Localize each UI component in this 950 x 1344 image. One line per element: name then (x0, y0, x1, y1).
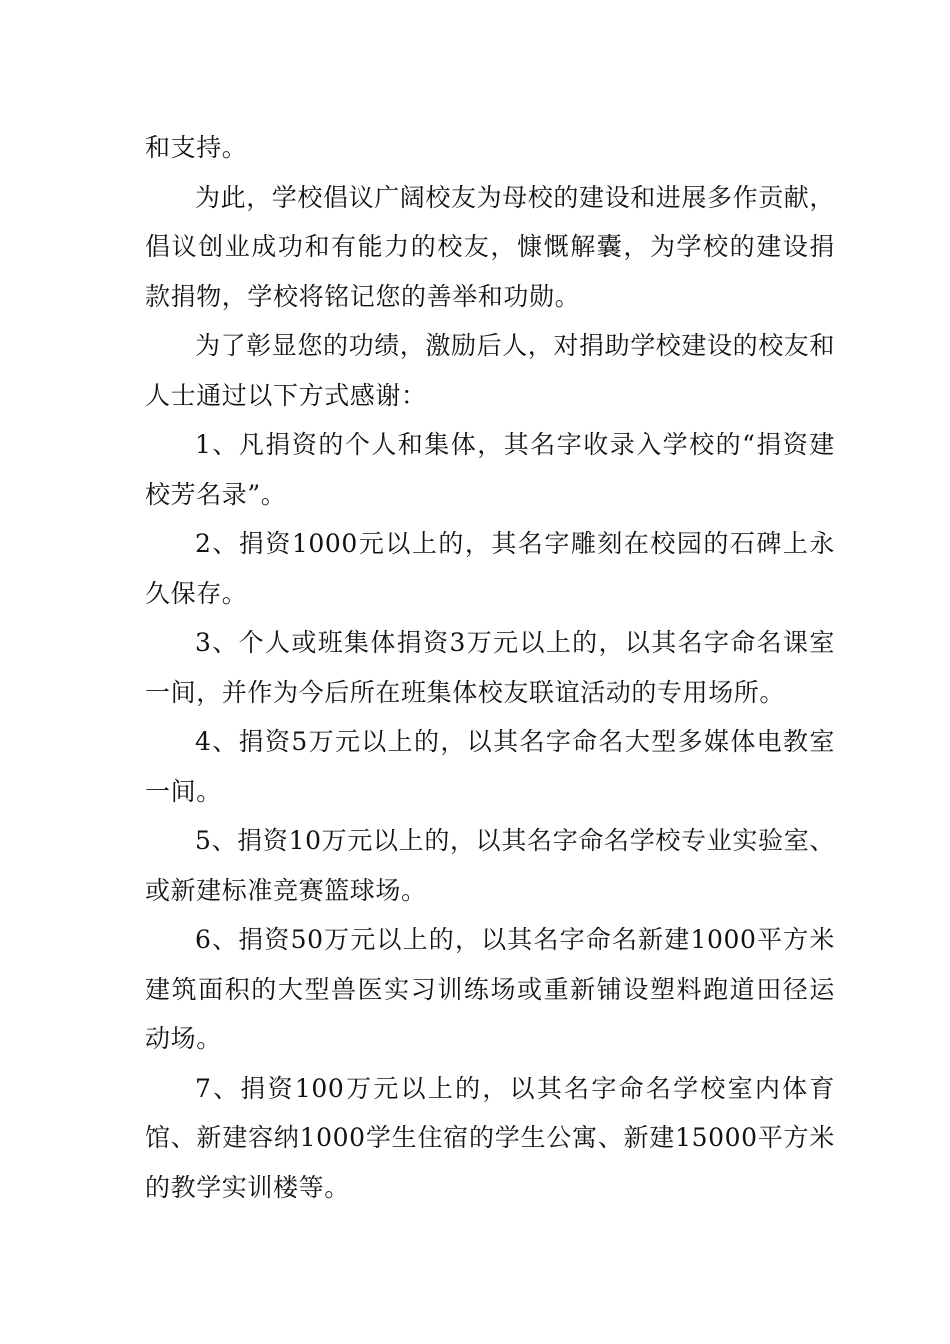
paragraph-continuation: 和支持。 (145, 133, 248, 162)
list-item-4: 4、捐资5万元以上的，以其名字命名大型多媒体电教室一间。 (145, 727, 835, 806)
list-item-7: 7、捐资100万元以上的，以其名字命名学校室内体育馆、新建容纳1000学生住宿的学生公寓、新建15000平方米的教学实训楼等。 (145, 1073, 835, 1202)
paragraph-recognition-intro: 为了彰显您的功绩，激励后人，对捐助学校建设的校友和人士通过以下方式感谢： (145, 331, 836, 410)
document-body (145, 123, 835, 1212)
list-item-3: 3、个人或班集体捐资3万元以上的，以其名字命名课室一间，并作为今后所在班集体校友联谊活动的专用场所。 (145, 628, 835, 707)
paragraph-call-for-support: 为此，学校倡议广阔校友为母校的建设和进展多作贡献，倡议创业成功和有能力的校友，慷慨解囊，为学校的建设捐款捐物，学校将铭记您的善举和功勋。 (145, 182, 836, 311)
list-item-2: 2、捐资1000元以上的，其名字雕刻在校园的石碑上永久保存。 (145, 529, 835, 608)
list-item-6: 6、捐资50万元以上的，以其名字命名新建1000平方米建筑面积的大型兽医实习训练场或重新铺设塑料跑道田径运动场。 (145, 925, 835, 1053)
list-item-5: 5、捐资10万元以上的，以其名字命名学校专业实验室、或新建标准竞赛篮球场。 (145, 826, 835, 905)
list-item-1: 1、凡捐资的个人和集体，其名字收录入学校的“捐资建校芳名录”。 (145, 430, 835, 509)
